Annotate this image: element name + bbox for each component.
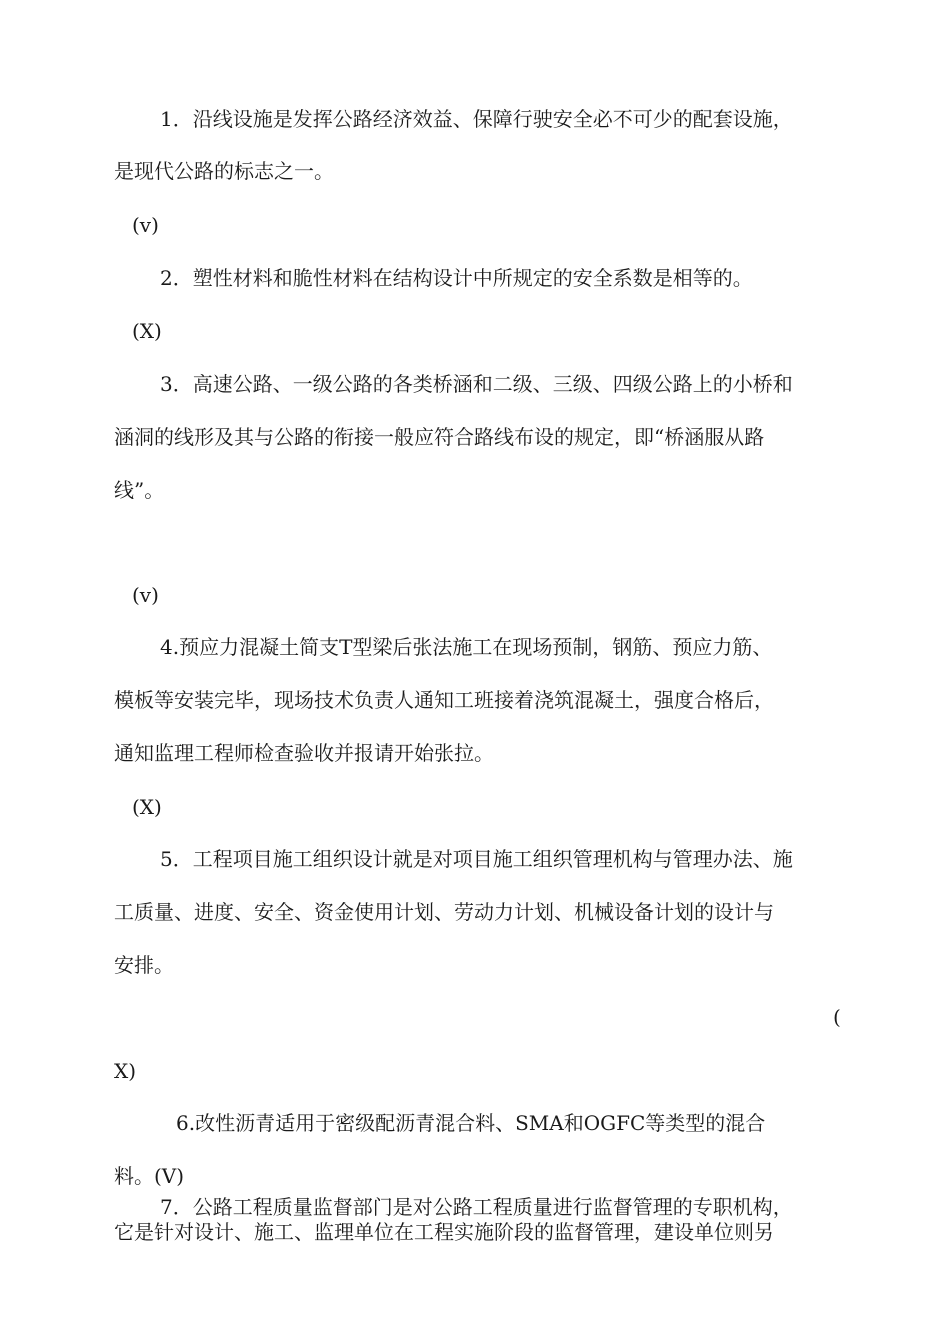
q5-line-2: 工质量、进度、安全、资金使用计划、劳动力计划、机械设备计划的设计与	[114, 900, 774, 924]
q1-line-2: 是现代公路的标志之一。	[114, 159, 334, 183]
q5-line-3: 安排。	[114, 953, 174, 977]
q5-answer-close: X)	[114, 1059, 137, 1083]
q5-answer-open: (	[833, 1005, 841, 1029]
q4-line-2: 模板等安装完毕，现场技术负责人通知工班接着浇筑混凝土，强度合格后，	[114, 688, 774, 712]
q6-line-1: 6.改性沥青适用于密级配沥青混合料、SMA和OGFC等类型的混合	[176, 1111, 766, 1135]
q3-line-1: 3．高速公路、一级公路的各类桥涵和二级、三级、四级公路上的小桥和	[160, 372, 793, 396]
q1-answer: (v)	[132, 213, 159, 237]
q3-answer: (v)	[132, 583, 159, 607]
q1-line-1: 1．沿线设施是发挥公路经济效益、保障行驶安全必不可少的配套设施，	[160, 107, 793, 131]
q4-answer: (X)	[132, 795, 162, 819]
q3-line-2: 涵洞的线形及其与公路的衔接一般应符合路线布设的规定，即“桥涵服从路	[114, 425, 765, 449]
q4-line-1: 4.预应力混凝土简支T型梁后张法施工在现场预制，钢筋、预应力筋、	[160, 635, 773, 659]
q2-line-1: 2．塑性材料和脆性材料在结构设计中所规定的安全系数是相等的。	[160, 266, 753, 290]
q7-line-1: 7．公路工程质量监督部门是对公路工程质量进行监督管理的专职机构，	[160, 1195, 793, 1219]
q6-line-2: 料。(V)	[114, 1164, 185, 1188]
q4-line-3: 通知监理工程师检查验收并报请开始张拉。	[114, 741, 494, 765]
q7-line-2: 它是针对设计、施工、监理单位在工程实施阶段的监督管理，建设单位则另	[114, 1220, 774, 1244]
q5-line-1: 5．工程项目施工组织设计就是对项目施工组织管理机构与管理办法、施	[160, 847, 793, 871]
q3-line-3: 线”。	[114, 478, 165, 502]
q2-answer: (X)	[132, 319, 162, 343]
